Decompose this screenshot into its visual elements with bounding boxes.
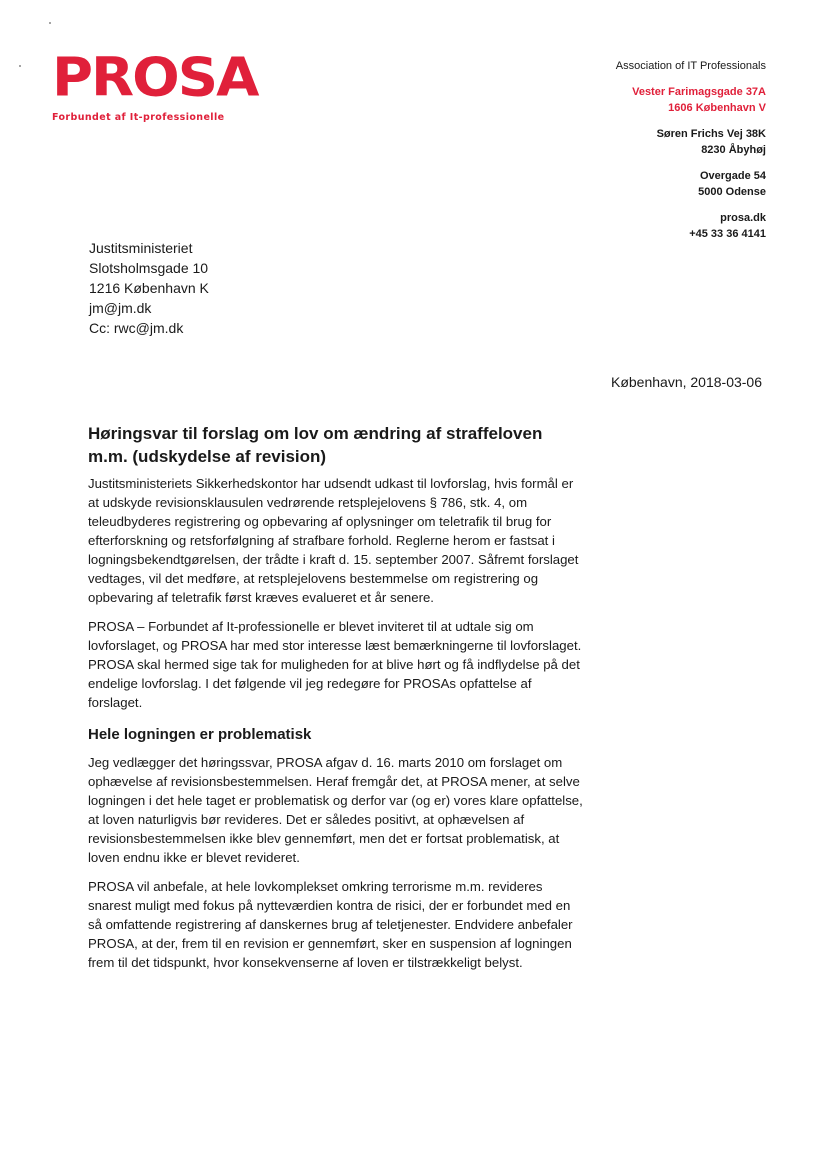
address-copenhagen [616,84,766,116]
website: prosa.dk [720,212,766,224]
recipient-line: Justitsministeriet [89,240,193,256]
address-line: Overgade 54 [699,170,766,182]
section-heading: Hele logningen er problematisk [88,726,312,743]
sender-address-block [616,58,766,252]
paragraph: Jeg vedlægger det høringssvar, PROSA afgav d. 16. marts 2010 om forslaget om ophævelse af revisionsbestemmelsen. Heraf fremgår det, at PROSA mener, at selve logningen i det hele taget er problematisk og derfor var (og er) vores klare opfattelse, at loven naturligvis bør revideres. Det er således positivt, at ophævelsen af revisionsbestemmelsen ikke blev gennemført, men det er fortsat problematisk, at loven endnu ikke er blevet revideret. [88,755,583,865]
recipient-address [89,238,209,338]
paragraph: PROSA – Forbundet af It-professionelle er blevet inviteret til at udtale sig om lovforslaget, og PROSA har med stor interesse læst bemærkningerne til lovforslaget. PROSA skal hermed sige tak for muligheden for at blive hørt og få indflydelse på det endelige lovforslag. I det følgende vil jeg redegøre for PROSAs opfattelse af forslaget. [88,619,582,710]
paragraph: Justitsministeriets Sikkerhedskontor har udsendt udkast til lovforslag, hvis formål er at udskyde revisionsklausulen vedrørende retsplejelovens § 786, stk. 4, om teleudbyderes registrering og opbevaring af oplysninger om teletrafik til brug for efterforskning og retsforfølgning af strafbare forhold. Reglerne herom er fastsat i logningsbekendtgørelsen, der trådte i kraft d. 15. september 2007. Såfremt forslaget vedtages, vil det medføre, at retsplejelovens bestemmelse om registrering og opbevaring af teletrafik først kræves evalueret et år senere. [88,476,579,605]
address-line: 8230 Åbyhøj [701,144,766,156]
address-line: 5000 Odense [698,186,766,198]
letter-title: Høringsvar til forslag om lov om ændring af straffeloven m.m. (udskydelse af revision) [88,424,543,466]
address-line: Vester Farimagsgade 37A [632,86,766,98]
logo-tagline: Forbundet af It-professionelle [52,112,225,123]
association-name: Association of IT Professionals [615,60,766,72]
recipient-cc: Cc: rwc@jm.dk [89,320,184,336]
address-line: Søren Frichs Vej 38K [656,128,766,140]
address-aabyhoej [616,126,766,158]
recipient-line: Slotsholmsgade 10 [89,260,209,276]
address-line: 1606 København V [668,102,766,114]
paragraph: PROSA vil anbefale, at hele lovkomplekset omkring terrorisme m.m. revideres snarest muligt med fokus på nytteværdien kontra de risici, der er forbundet med en så omfattende registrering af danskernes brug af teletjenester. Endvidere anbefaler PROSA, at der, frem til en revision er gennemført, sker en suspension af logningen frem til det tidspunkt, hvor konsekvenserne af loven er tilstrækkeligt belyst. [88,879,573,970]
phone-number: +45 33 36 4141 [689,228,766,240]
contact-info [616,210,766,242]
address-odense [616,168,766,200]
letter-body [88,422,586,982]
letter-date: København, 2018-03-06 [611,374,762,390]
scan-speck [49,22,51,24]
recipient-email: jm@jm.dk [89,300,152,316]
recipient-line: 1216 København K [89,280,209,296]
logo-wordmark: PROSA [52,47,258,109]
scan-speck [19,65,21,67]
prosa-logo [52,47,258,123]
